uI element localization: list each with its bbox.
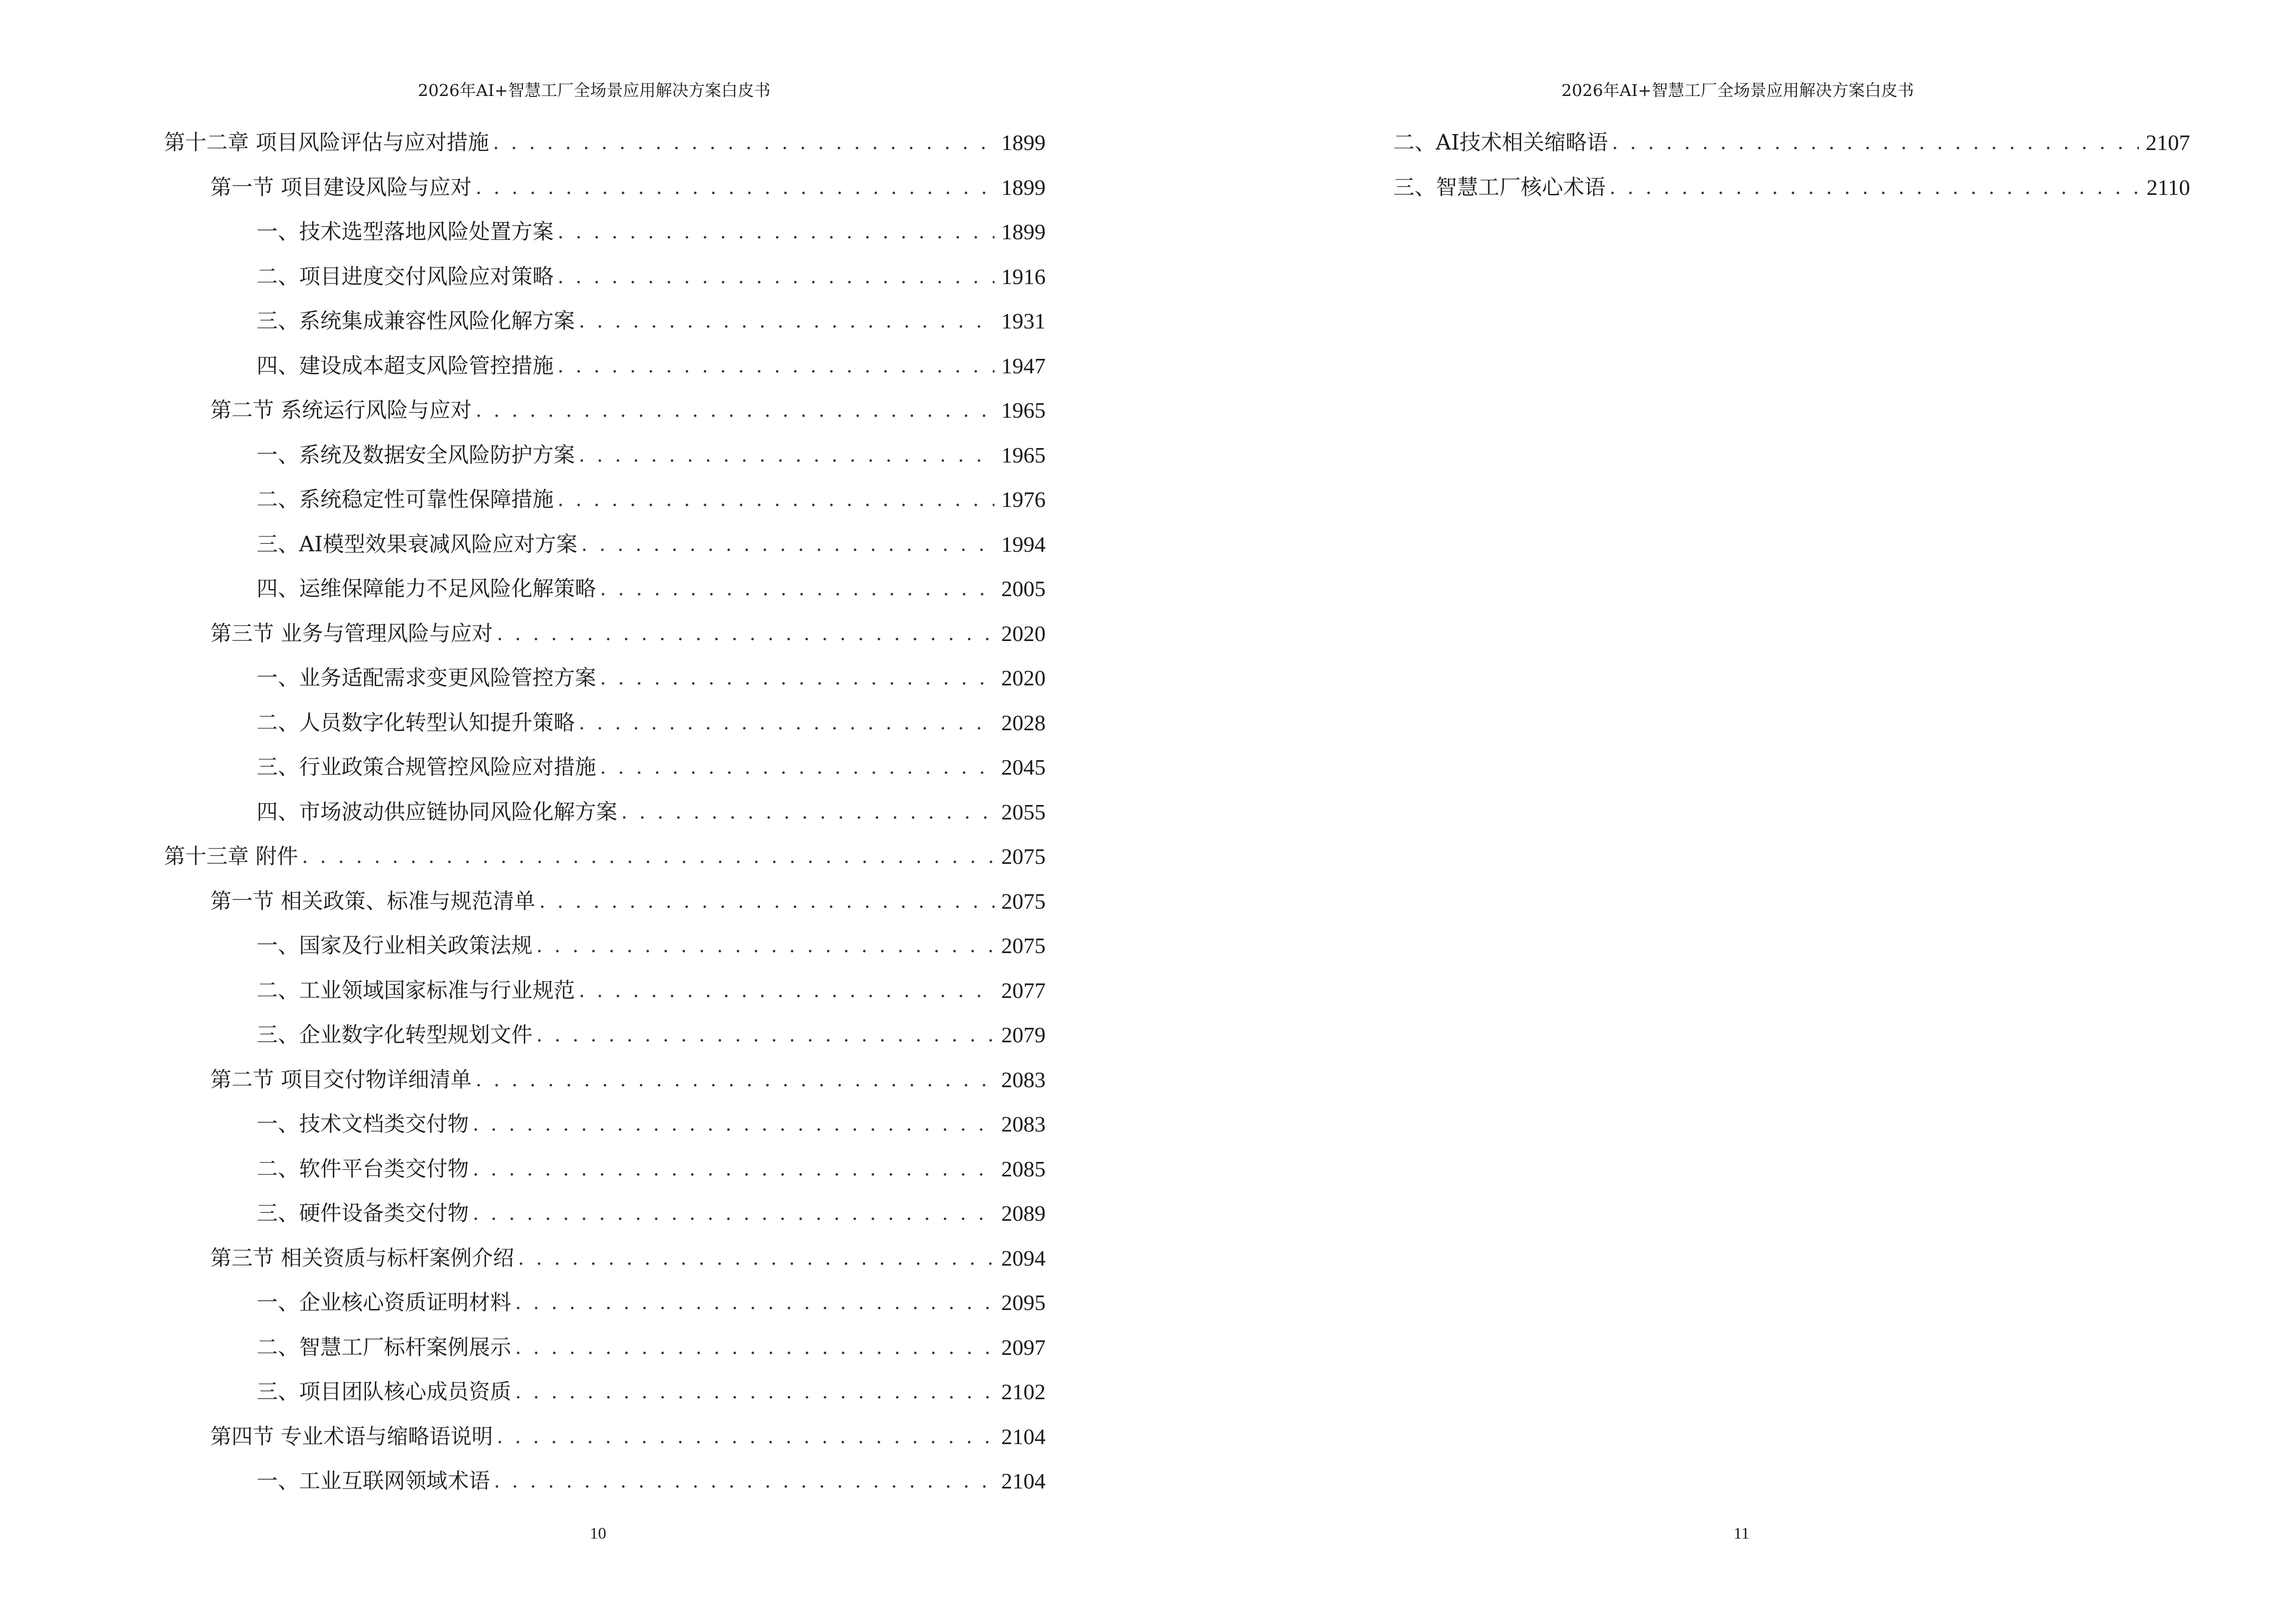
toc-entry[interactable] [164, 834, 1046, 879]
toc-entry[interactable] [1393, 165, 2190, 210]
toc-dot-leader [497, 1422, 994, 1451]
toc-entry-page: 2083 [1001, 1112, 1046, 1137]
toc-entry-title: 四、运维保障能力不足风险化解策略 [257, 576, 596, 601]
toc-list [1393, 121, 2190, 210]
toc-entry-title: 第十二章 项目风险评估与应对措施 [164, 130, 489, 155]
toc-entry-title: 三、企业数字化转型规划文件 [257, 1023, 532, 1048]
toc-entry-title: 第二节 系统运行风险与应对 [210, 398, 472, 423]
toc-entry-title: 二、智慧工厂标杆案例展示 [257, 1335, 511, 1360]
toc-entry[interactable] [164, 255, 1046, 300]
toc-entry[interactable] [164, 299, 1046, 344]
toc-entry[interactable] [164, 1325, 1046, 1370]
toc-entry[interactable] [164, 522, 1046, 567]
toc-entry[interactable] [164, 1281, 1046, 1325]
toc-dot-leader [600, 753, 994, 782]
toc-dot-leader [497, 619, 994, 648]
toc-entry[interactable] [164, 567, 1046, 612]
toc-entry-title: 二、AI技术相关缩略语 [1393, 130, 1608, 155]
toc-entry[interactable] [164, 1459, 1046, 1504]
toc-entry-page: 2095 [1001, 1290, 1046, 1315]
toc-entry[interactable] [164, 790, 1046, 835]
toc-list [164, 121, 1046, 1504]
toc-dot-leader [621, 798, 994, 827]
toc-entry-title: 三、系统集成兼容性风险化解方案 [257, 309, 575, 334]
toc-dot-leader [302, 842, 994, 871]
toc-entry-title: 三、AI模型效果衰减风险应对方案 [257, 532, 578, 557]
page-number: 10 [590, 1525, 606, 1542]
toc-dot-leader [493, 128, 994, 157]
toc-entry[interactable] [164, 433, 1046, 478]
toc-entry-title: 二、人员数字化转型认知提升策略 [257, 710, 575, 735]
toc-entry-page: 2094 [1001, 1245, 1046, 1270]
toc-entry[interactable] [164, 924, 1046, 969]
toc-entry[interactable] [164, 1191, 1046, 1236]
toc-entry[interactable] [164, 1013, 1046, 1058]
toc-entry-title: 四、市场波动供应链协同风险化解方案 [257, 799, 617, 824]
toc-entry[interactable] [164, 745, 1046, 790]
toc-entry-title: 第一节 相关政策、标准与规范清单 [210, 888, 535, 914]
toc-dot-leader [558, 352, 994, 381]
toc-entry[interactable] [164, 344, 1046, 389]
toc-entry-page: 2104 [1001, 1424, 1046, 1449]
toc-dot-leader [579, 709, 994, 737]
toc-entry-title: 第一节 项目建设风险与应对 [210, 175, 472, 200]
toc-entry-page: 1965 [1001, 442, 1046, 467]
toc-dot-leader [579, 976, 994, 1005]
toc-dot-leader [473, 1199, 994, 1228]
toc-dot-leader [539, 887, 994, 916]
toc-entry-page: 2045 [1001, 755, 1046, 780]
toc-entry-page: 2083 [1001, 1067, 1046, 1092]
toc-entry-page: 1994 [1001, 532, 1046, 557]
toc-entry[interactable] [164, 165, 1046, 210]
toc-dot-leader [515, 1378, 994, 1406]
page-number: 11 [1733, 1525, 1750, 1542]
toc-entry[interactable] [164, 969, 1046, 1013]
running-header: 2026年AI+智慧工厂全场景应用解决方案白皮书 [418, 81, 771, 100]
toc-entry-title: 一、系统及数据安全风险防护方案 [257, 442, 575, 467]
toc-entry-title: 一、技术选型落地风险处置方案 [257, 219, 554, 245]
toc-entry-title: 二、系统稳定性可靠性保障措施 [257, 487, 554, 512]
toc-entry-title: 第四节 专业术语与缩略语说明 [210, 1424, 493, 1449]
toc-entry-page: 1916 [1001, 264, 1046, 289]
toc-entry-page: 1899 [1001, 175, 1046, 200]
toc-entry-page: 2075 [1001, 933, 1046, 958]
toc-entry-title: 三、硬件设备类交付物 [257, 1201, 469, 1226]
toc-entry-title: 第三节 业务与管理风险与应对 [210, 621, 493, 646]
toc-dot-leader [600, 664, 994, 693]
toc-dot-leader [581, 530, 994, 559]
toc-entry-title: 一、国家及行业相关政策法规 [257, 933, 532, 958]
toc-entry[interactable] [164, 1058, 1046, 1103]
toc-entry-page: 1976 [1001, 487, 1046, 512]
toc-entry-page: 2028 [1001, 710, 1046, 735]
toc-dot-leader [579, 441, 994, 470]
toc-dot-leader [476, 1065, 994, 1094]
toc-entry[interactable] [164, 656, 1046, 701]
toc-entry[interactable] [164, 1102, 1046, 1147]
toc-entry[interactable] [164, 1147, 1046, 1192]
toc-dot-leader [1612, 128, 2139, 157]
toc-entry-title: 一、技术文档类交付物 [257, 1112, 469, 1137]
toc-dot-leader [515, 1333, 994, 1362]
toc-entry-title: 二、软件平台类交付物 [257, 1156, 469, 1181]
toc-dot-leader [600, 574, 994, 603]
toc-entry-page: 2097 [1001, 1335, 1046, 1360]
toc-dot-leader [558, 218, 994, 246]
toc-dot-leader [476, 173, 994, 202]
toc-entry-title: 二、项目进度交付风险应对策略 [257, 264, 554, 289]
toc-entry-page: 2107 [2146, 130, 2190, 155]
toc-dot-leader [536, 1021, 994, 1050]
toc-dot-leader [494, 1467, 994, 1496]
toc-entry-page: 2075 [1001, 844, 1046, 869]
toc-dot-leader [558, 262, 994, 291]
toc-entry[interactable] [164, 879, 1046, 924]
toc-entry-page: 2020 [1001, 621, 1046, 646]
toc-entry-page: 2085 [1001, 1156, 1046, 1181]
toc-entry[interactable] [164, 1370, 1046, 1415]
toc-entry-page: 1899 [1001, 219, 1046, 245]
toc-entry-title: 三、行业政策合规管控风险应对措施 [257, 755, 596, 780]
toc-dot-leader [558, 485, 994, 514]
toc-entry-title: 四、建设成本超支风险管控措施 [257, 353, 554, 378]
toc-dot-leader [473, 1155, 994, 1184]
toc-entry[interactable] [164, 210, 1046, 255]
toc-entry-title: 二、工业领域国家标准与行业规范 [257, 978, 575, 1003]
toc-entry[interactable] [1393, 121, 2190, 165]
toc-entry-title: 一、企业核心资质证明材料 [257, 1290, 511, 1315]
toc-entry-page: 2104 [1001, 1469, 1046, 1494]
toc-entry-page: 2075 [1001, 888, 1046, 914]
toc-dot-leader [476, 396, 994, 425]
toc-entry-title: 第三节 相关资质与标杆案例介绍 [210, 1245, 514, 1270]
toc-entry[interactable] [164, 121, 1046, 165]
toc-entry[interactable] [164, 1415, 1046, 1460]
toc-entry-page: 2077 [1001, 978, 1046, 1003]
toc-entry[interactable] [164, 701, 1046, 746]
toc-entry-page: 2020 [1001, 666, 1046, 691]
toc-entry[interactable] [164, 388, 1046, 433]
toc-entry-title: 三、智慧工厂核心术语 [1393, 175, 1606, 200]
toc-entry-page: 1965 [1001, 398, 1046, 423]
toc-entry-title: 第二节 项目交付物详细清单 [210, 1067, 472, 1092]
toc-dot-leader [1609, 173, 2140, 202]
toc-entry[interactable] [164, 1236, 1046, 1281]
toc-entry-title: 三、项目团队核心成员资质 [257, 1379, 511, 1405]
toc-entry-page: 2089 [1001, 1201, 1046, 1226]
right-page [1144, 0, 2287, 1624]
toc-dot-leader [518, 1244, 994, 1273]
toc-entry[interactable] [164, 612, 1046, 656]
toc-entry-page: 1947 [1001, 353, 1046, 378]
toc-dot-leader [536, 931, 994, 960]
toc-entry-page: 2055 [1001, 799, 1046, 824]
toc-entry-page: 1931 [1001, 309, 1046, 334]
running-header: 2026年AI+智慧工厂全场景应用解决方案白皮书 [1561, 81, 1914, 100]
toc-entry-title: 一、业务适配需求变更风险管控方案 [257, 666, 596, 691]
toc-entry-title: 一、工业互联网领域术语 [257, 1469, 490, 1494]
toc-dot-leader [579, 307, 994, 336]
toc-entry-page: 2005 [1001, 576, 1046, 601]
toc-entry-page: 1899 [1001, 130, 1046, 155]
toc-entry-title: 第十三章 附件 [164, 844, 298, 869]
toc-entry[interactable] [164, 478, 1046, 522]
toc-entry-page: 2110 [2146, 175, 2190, 200]
toc-dot-leader [473, 1110, 994, 1139]
toc-dot-leader [515, 1288, 994, 1317]
toc-entry-page: 2079 [1001, 1023, 1046, 1048]
toc-entry-page: 2102 [1001, 1379, 1046, 1405]
